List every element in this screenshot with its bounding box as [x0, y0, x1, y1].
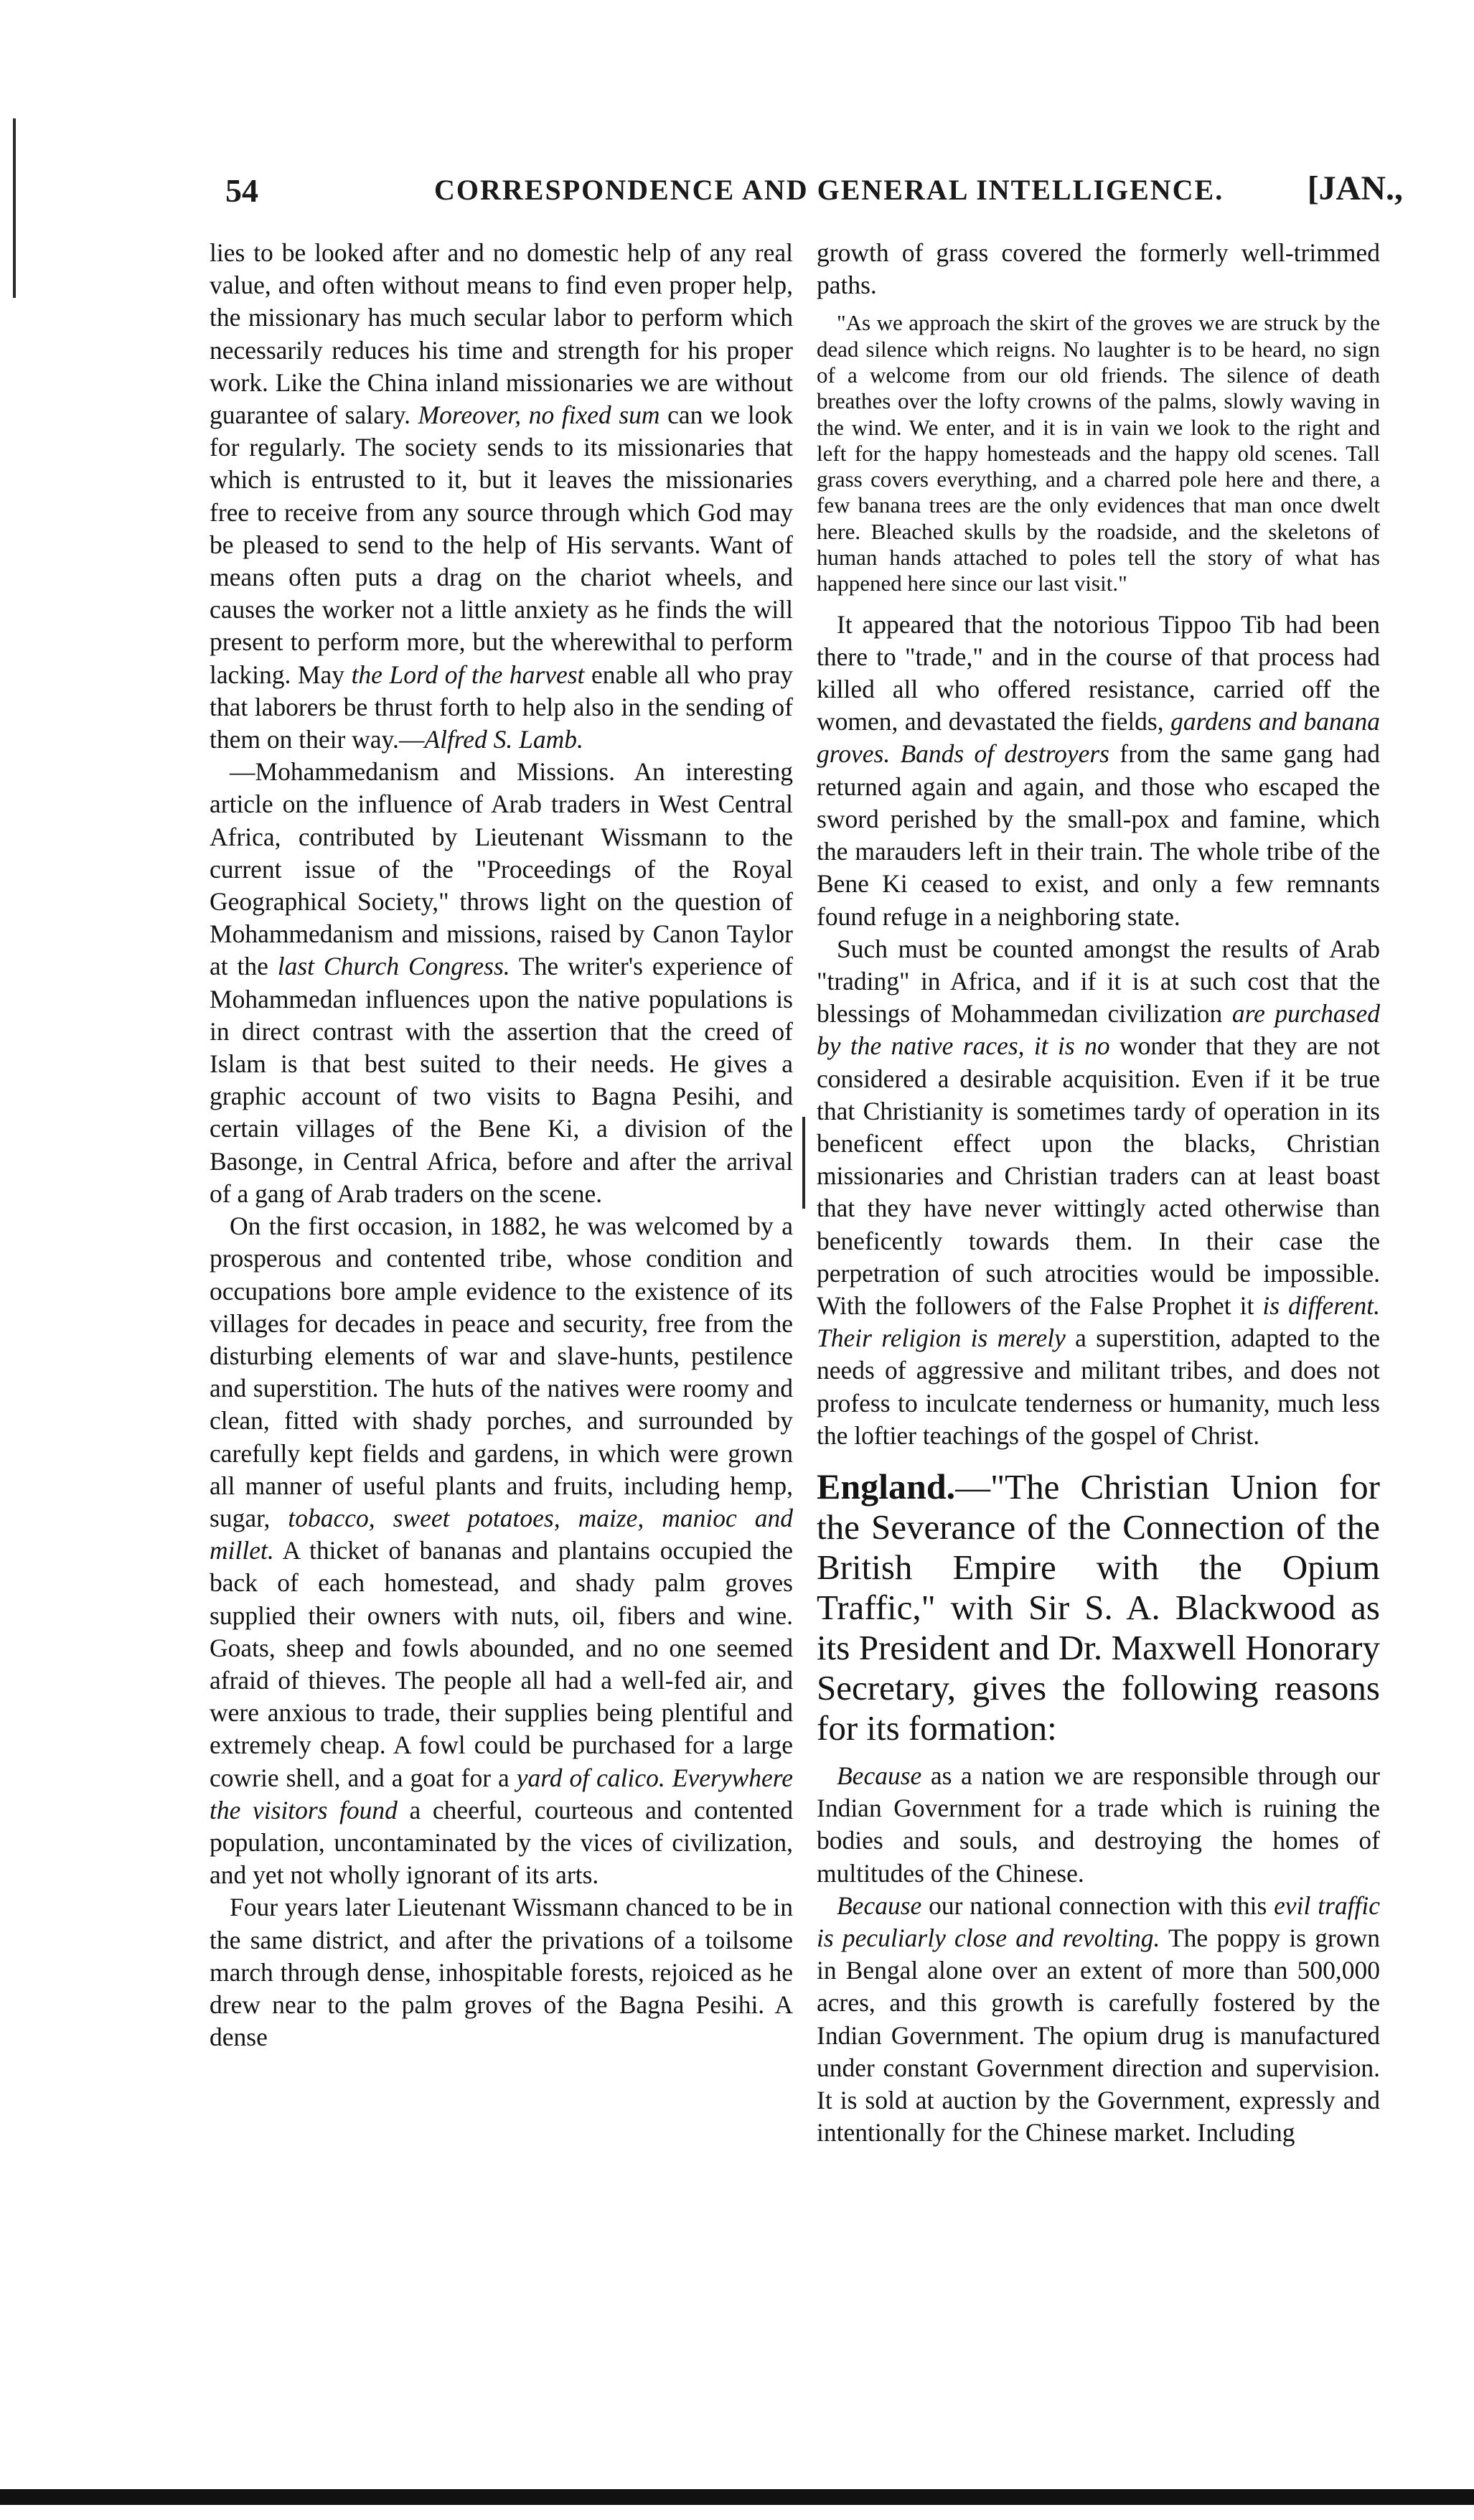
signature: Alfred S. Lamb. — [424, 725, 583, 754]
paragraph: On the first occasion, in 1882, he was welcomed by a prosperous and contented tribe, whose condition and occupations bore ample evidence to the existence of its villages for decades in peace and security, free from the disturbing elements of war and slave-hunts, pestilence and superstition. The huts of the natives were roomy and clean, fitted with shady porches, and surrounded by carefully kept fields and gardens, in which were grown all manner of useful plants and fruits, including hemp, sugar, tobacco, sweet potatoes, maize, manioc and millet. A thicket of bananas and plantains occupied the back of each homestead, and shady palm groves supplied their owners with nuts, oil, fibers and wine. Goats, sheep and fowls abounded, and no one seemed afraid of thieves. The people all had a well-fed air, and were anxious to trade, their supplies being plentiful and extremely cheap. A fowl could be purchased for a large cowrie shell, and a goat for a yard of calico. Everywhere the visitors found a cheerful, courteous and contented population, uncontaminated by the vices of civilization, and yet not wholly ignorant of its arts. — [210, 1212, 793, 1890]
block-quote: "As we approach the skirt of the groves we are struck by the dead silence which reigns. No laughter is to be heard, no sign of a welcome from our old friends. The silence of death breathes over the lofty crowns of the palms, slowly waving in the wind. We enter, and it is in vain we look to the right and left for the happy homesteads and the happy old scenes. Tall grass covers everything, and a charred pole here and there, a few banana trees are the only evidences that man once dwelt here. Bleached skulls by the roadside, and the skeletons of human hands attached to poles tell the story of what has happened here since our last visit." — [817, 310, 1380, 596]
paragraph: growth of grass covered the formerly well-trimmed paths. — [817, 238, 1380, 300]
issue-month: [JAN., — [1307, 169, 1403, 207]
left-column — [210, 237, 793, 2053]
page-number: 54 — [225, 172, 258, 209]
paragraph: It appeared that the notorious Tippoo Tib had been there to "trade," and in the course of that process had killed all who offered resistance, carried off the women, and devastated the fields, gardens and banana groves. Bands of destroyers from the same gang had returned again and again, and those who escaped the sword perished by the small-pox and famine, which the marauders left in their train. The whole tribe of the Bene Ki ceased to exist, and only a few remnants found refuge in a neighboring state. — [817, 609, 1381, 931]
paragraph: —Mohammedanism and Missions. An interesting article on the influence of Arab traders in West Central Africa, contributed by Lieutenant Wissmann to the current issue of the "Proceedings of the Royal Geographical Society," throws light on the question of Mohammedanism and missions, raised by Canon Taylor at the last Church Congress. The writer's experience of Mohammedan influences upon the native populations is in direct contrast with the assertion that the creed of Islam is that best suited to their needs. He gives a graphic account of two visits to Bagna Pesihi, and certain villages of the Bene Ki, a division of the Basonge, in Central Africa, before and after the arrival of a gang of Arab traders on the scene. — [210, 757, 793, 1208]
england-section: England.—"The Christian Union for the Severance of the Connection of the British Empire with the Opium Traffic," with Sir S. A. Blackwood as its President and Dr. Maxwell Honorary Secretary, gives the following reasons for its formation: — [817, 1466, 1380, 1748]
margin-mark-top — [13, 118, 16, 298]
paragraph: lies to be looked after and no domestic help of any real value, and often without means to find even proper help, the missionary has much secular labor to perform which necessarily reduces his time and strength for his proper work. Like the China inland missionaries we are without guarantee of salary. Moreover, no fixed sum can we look for regularly. The society sends to its missionaries that which is entrusted to it, but it leaves the missionaries free to receive from any source through which God may be pleased to send to the help of His servants. Want of means often puts a drag on the chariot wheels, and causes the worker not a little anxiety as he finds the will present to perform more, but the wherewithal to perform lacking. May the Lord of the harvest enable all who pray that laborers be thrust forth to help also in the sending of them on their way.—Alfred S. Lamb. — [210, 238, 793, 754]
margin-mark-bracket — [802, 1117, 805, 1209]
section-heading: England. — [817, 1466, 956, 1507]
paragraph: Four years later Lieutenant Wissmann chanced to be in the same district, and after the privations of a toilsome march through dense, inhospitable forests, rejoiced as he drew near to the palm groves of the Bagna Pesihi. A dense — [210, 1893, 793, 2052]
right-column — [817, 237, 1380, 2149]
running-title: CORRESPONDENCE AND GENERAL INTELLIGENCE. — [434, 174, 1224, 206]
paragraph: Because as a nation we are responsible through our Indian Government for a trade which is ruining the bodies and souls, and destroying the homes of multitudes of the Chinese. — [817, 1761, 1380, 1888]
running-header — [215, 161, 1403, 212]
paragraph: Because our national connection with this evil traffic is peculiarly close and revolting. The poppy is grown in Bengal alone over an extent of more than 500,000 acres, and this growth is carefully fostered by the Indian Government. The opium drug is manufactured under constant Government direction and supervision. It is sold at auction by the Government, expressly and intentionally for the Chinese market. Including — [817, 1891, 1381, 2147]
bottom-rule — [0, 2489, 1474, 2505]
section-heading: —Mohammedanism and Missions. — [230, 757, 615, 787]
paragraph: Such must be counted amongst the results of Arab "trading" in Africa, and if it is at such cost that the blessings of Mohammedan civilization are purchased by the native races, it is no wonder that they are not considered a desirable acquisition. Even if it be true that Christianity is sometimes tardy of operation in its beneficent effect upon the blacks, Christian missionaries and Christian traders can at least boast that they have never wittingly acted otherwise than beneficently towards them. In their case the perpetration of such atrocities would be impossible. With the followers of the False Prophet it is different. Their religion is merely a superstition, adapted to the needs of aggressive and militant tribes, and does not profess to inculcate tenderness or humanity, much less the loftier teachings of the gospel of Christ. — [817, 934, 1381, 1450]
